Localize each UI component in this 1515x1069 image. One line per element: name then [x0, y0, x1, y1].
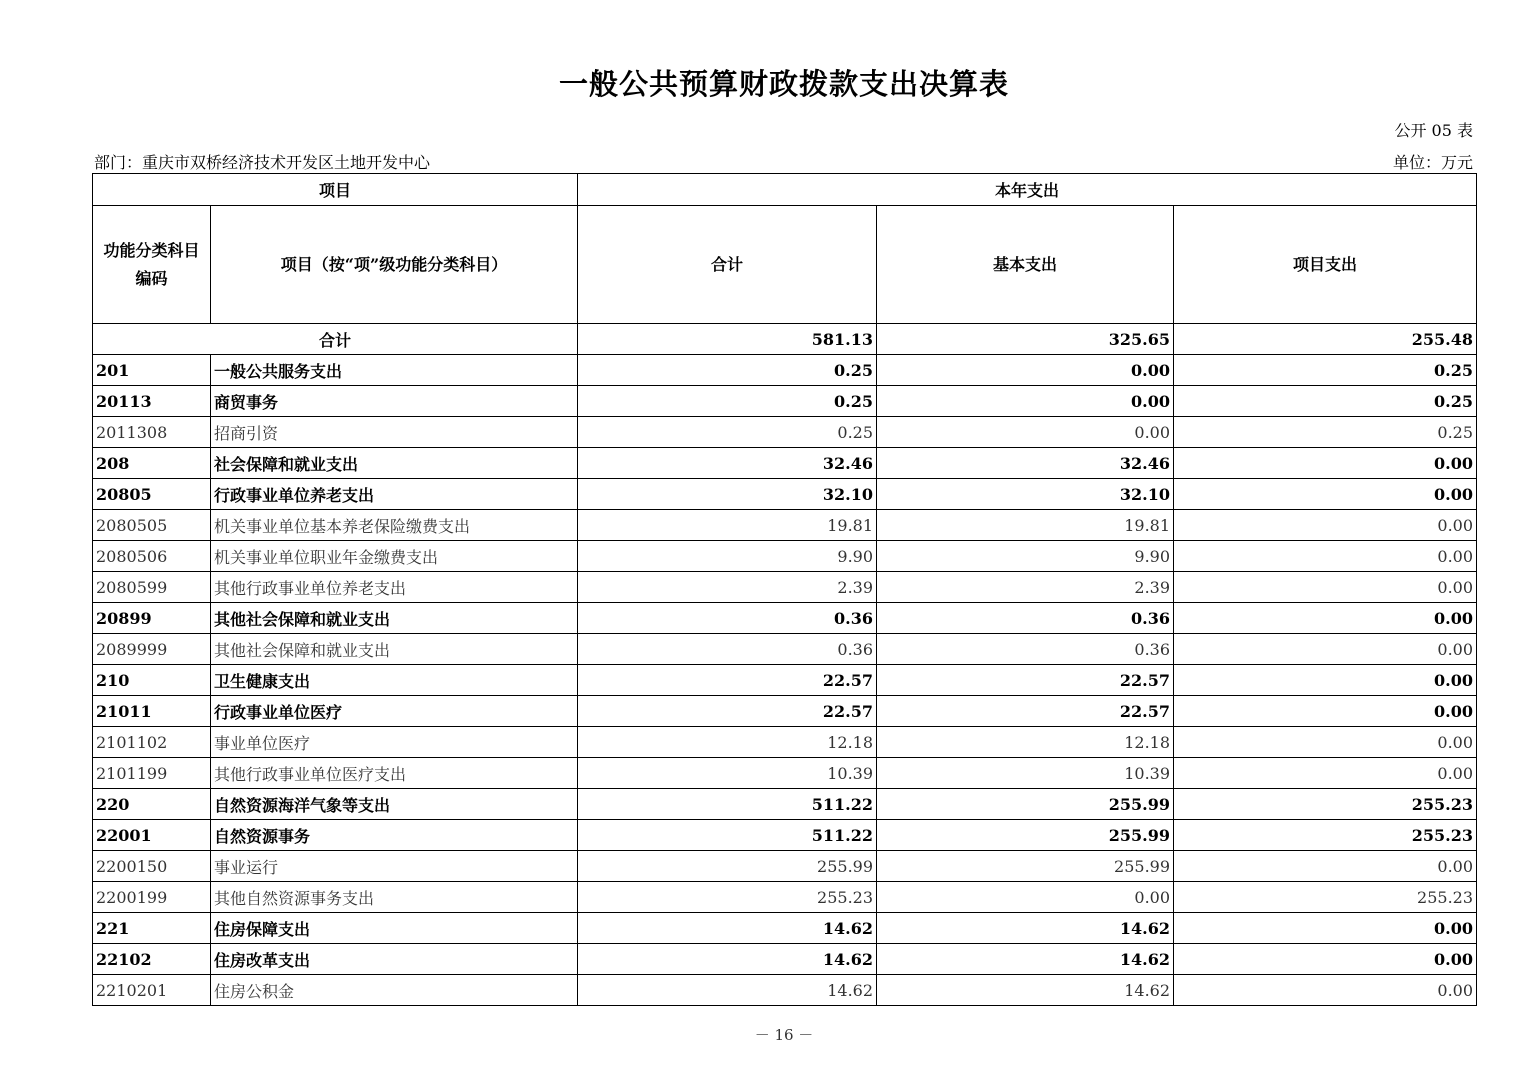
summary-total: 581.13: [578, 324, 877, 355]
row-basic: 10.39: [877, 758, 1174, 789]
table-row: [93, 479, 1477, 510]
row-project: 0.25: [1174, 355, 1477, 386]
row-total: 0.25: [578, 386, 877, 417]
row-basic: 0.36: [877, 634, 1174, 665]
row-project: 0.00: [1174, 696, 1477, 727]
row-code: 208: [93, 448, 211, 479]
row-project: 255.23: [1174, 789, 1477, 820]
row-total: 511.22: [578, 820, 877, 851]
table-row: [93, 603, 1477, 634]
table-row: [93, 758, 1477, 789]
table-row: [93, 820, 1477, 851]
row-name: 事业单位医疗: [211, 727, 578, 758]
row-total: 0.36: [578, 634, 877, 665]
row-basic: 32.46: [877, 448, 1174, 479]
table-row: [93, 417, 1477, 448]
row-name: 社会保障和就业支出: [211, 448, 578, 479]
table-row: [93, 541, 1477, 572]
row-total: 511.22: [578, 789, 877, 820]
row-code: 22001: [93, 820, 211, 851]
row-total: 0.36: [578, 603, 877, 634]
row-code: 2210201: [93, 975, 211, 1006]
table-row: [93, 975, 1477, 1006]
table-row: [93, 789, 1477, 820]
header-item: 项目: [93, 174, 578, 206]
row-code: 2200150: [93, 851, 211, 882]
row-name: 一般公共服务支出: [211, 355, 578, 386]
row-basic: 255.99: [877, 820, 1174, 851]
table-row: [93, 944, 1477, 975]
row-total: 0.25: [578, 417, 877, 448]
row-name: 卫生健康支出: [211, 665, 578, 696]
row-code: 2080599: [93, 572, 211, 603]
table-row: [93, 386, 1477, 417]
summary-label: 合计: [93, 324, 578, 355]
row-name: 其他自然资源事务支出: [211, 882, 578, 913]
row-name: 行政事业单位医疗: [211, 696, 578, 727]
table-row: [93, 882, 1477, 913]
row-basic: 255.99: [877, 851, 1174, 882]
row-basic: 22.57: [877, 696, 1174, 727]
table-row: [93, 913, 1477, 944]
row-project: 0.25: [1174, 417, 1477, 448]
row-total: 9.90: [578, 541, 877, 572]
row-basic: 22.57: [877, 665, 1174, 696]
table-row: [93, 727, 1477, 758]
table-row: [93, 634, 1477, 665]
row-project: 0.25: [1174, 386, 1477, 417]
table-row: [93, 696, 1477, 727]
table-row: [93, 355, 1477, 386]
row-project: 0.00: [1174, 975, 1477, 1006]
header-current-year: 本年支出: [578, 174, 1477, 206]
row-total: 2.39: [578, 572, 877, 603]
row-name: 住房改革支出: [211, 944, 578, 975]
department-label: 部门：重庆市双桥经济技术开发区土地开发中心: [94, 153, 431, 172]
row-project: 0.00: [1174, 572, 1477, 603]
row-total: 0.25: [578, 355, 877, 386]
header-basic: 基本支出: [877, 206, 1174, 324]
header-project: 项目支出: [1174, 206, 1477, 324]
row-code: 2011308: [93, 417, 211, 448]
row-code: 21011: [93, 696, 211, 727]
page-number: － 16 －: [754, 1026, 814, 1044]
row-code: 201: [93, 355, 211, 386]
row-total: 255.23: [578, 882, 877, 913]
row-name: 其他行政事业单位医疗支出: [211, 758, 578, 789]
row-project: 0.00: [1174, 727, 1477, 758]
row-basic: 14.62: [877, 944, 1174, 975]
row-code: 220: [93, 789, 211, 820]
row-name: 其他行政事业单位养老支出: [211, 572, 578, 603]
row-code: 2200199: [93, 882, 211, 913]
expenditure-table: [92, 173, 1477, 1006]
row-code: 2080506: [93, 541, 211, 572]
row-basic: 19.81: [877, 510, 1174, 541]
row-total: 22.57: [578, 696, 877, 727]
row-project: 0.00: [1174, 541, 1477, 572]
row-code: 2101199: [93, 758, 211, 789]
row-total: 14.62: [578, 913, 877, 944]
row-basic: 2.39: [877, 572, 1174, 603]
table-row: [93, 510, 1477, 541]
form-code: 公开 05 表: [1394, 121, 1473, 140]
row-total: 19.81: [578, 510, 877, 541]
row-code: 2089999: [93, 634, 211, 665]
row-basic: 255.99: [877, 789, 1174, 820]
row-project: 255.23: [1174, 882, 1477, 913]
row-name: 其他社会保障和就业支出: [211, 603, 578, 634]
page-title: 一般公共预算财政拨款支出决算表: [558, 67, 1009, 101]
row-basic: 0.00: [877, 386, 1174, 417]
row-code: 210: [93, 665, 211, 696]
row-name: 机关事业单位职业年金缴费支出: [211, 541, 578, 572]
row-name: 行政事业单位养老支出: [211, 479, 578, 510]
row-total: 32.10: [578, 479, 877, 510]
row-code: 20805: [93, 479, 211, 510]
row-name: 住房保障支出: [211, 913, 578, 944]
table-row: [93, 665, 1477, 696]
row-total: 32.46: [578, 448, 877, 479]
row-name: 机关事业单位基本养老保险缴费支出: [211, 510, 578, 541]
summary-row: [93, 324, 1477, 355]
row-basic: 0.00: [877, 417, 1174, 448]
table-row: [93, 448, 1477, 479]
row-basic: 32.10: [877, 479, 1174, 510]
table-row: [93, 851, 1477, 882]
row-project: 0.00: [1174, 944, 1477, 975]
row-total: 10.39: [578, 758, 877, 789]
row-basic: 0.00: [877, 882, 1174, 913]
row-basic: 14.62: [877, 913, 1174, 944]
row-total: 14.62: [578, 944, 877, 975]
row-name: 自然资源海洋气象等支出: [211, 789, 578, 820]
row-code: 20113: [93, 386, 211, 417]
row-total: 22.57: [578, 665, 877, 696]
row-total: 255.99: [578, 851, 877, 882]
header-code: 功能分类科目编码: [93, 206, 211, 324]
row-code: 221: [93, 913, 211, 944]
row-project: 0.00: [1174, 758, 1477, 789]
row-project: 0.00: [1174, 634, 1477, 665]
row-project: 0.00: [1174, 510, 1477, 541]
row-project: 0.00: [1174, 913, 1477, 944]
row-project: 0.00: [1174, 603, 1477, 634]
summary-project: 255.48: [1174, 324, 1477, 355]
row-name: 住房公积金: [211, 975, 578, 1006]
row-name: 商贸事务: [211, 386, 578, 417]
row-project: 0.00: [1174, 448, 1477, 479]
table-row: [93, 572, 1477, 603]
row-name: 其他社会保障和就业支出: [211, 634, 578, 665]
row-code: 20899: [93, 603, 211, 634]
row-basic: 12.18: [877, 727, 1174, 758]
unit-label: 单位：万元: [1392, 153, 1473, 172]
row-basic: 9.90: [877, 541, 1174, 572]
row-project: 0.00: [1174, 851, 1477, 882]
row-project: 0.00: [1174, 479, 1477, 510]
row-name: 自然资源事务: [211, 820, 578, 851]
summary-basic: 325.65: [877, 324, 1174, 355]
row-code: 2080505: [93, 510, 211, 541]
row-name: 招商引资: [211, 417, 578, 448]
row-basic: 14.62: [877, 975, 1174, 1006]
row-total: 14.62: [578, 975, 877, 1006]
row-project: 0.00: [1174, 665, 1477, 696]
row-project: 255.23: [1174, 820, 1477, 851]
row-total: 12.18: [578, 727, 877, 758]
header-name: 项目（按“项”级功能分类科目）: [211, 206, 578, 324]
row-basic: 0.36: [877, 603, 1174, 634]
row-name: 事业运行: [211, 851, 578, 882]
row-basic: 0.00: [877, 355, 1174, 386]
row-code: 2101102: [93, 727, 211, 758]
row-code: 22102: [93, 944, 211, 975]
header-total: 合计: [578, 206, 877, 324]
